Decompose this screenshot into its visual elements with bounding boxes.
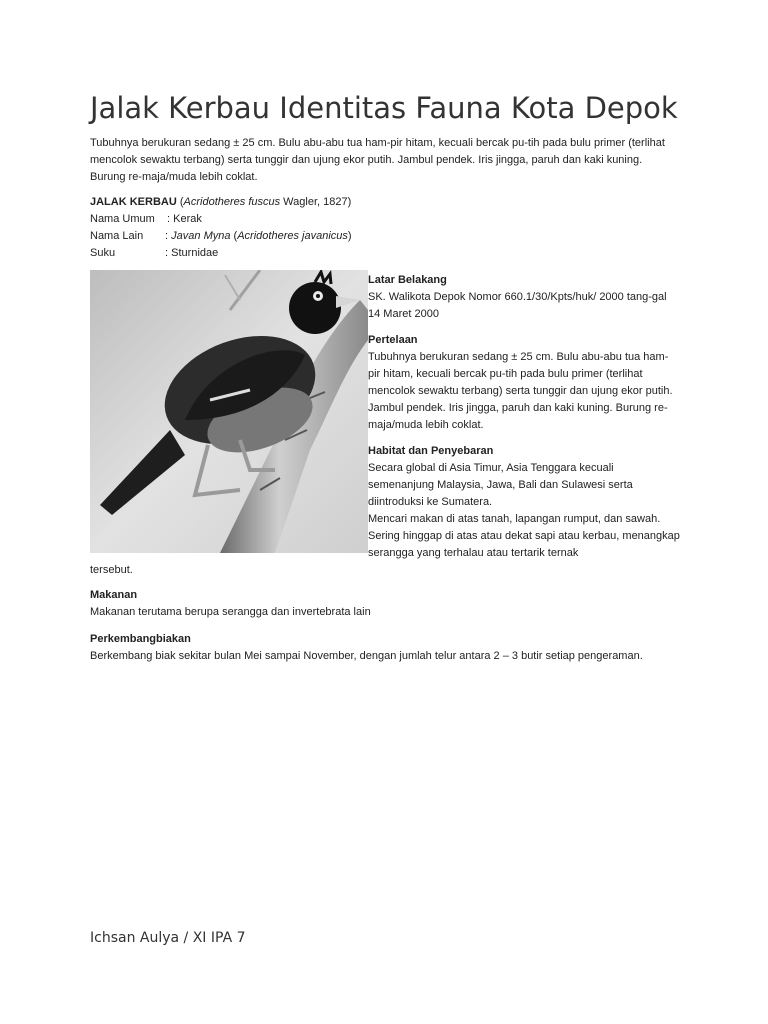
habitat-tail-text: tersebut.: [90, 564, 133, 576]
makanan-heading: Makanan: [90, 589, 138, 601]
makanan-section: [90, 587, 690, 621]
pertelaan-heading: Pertelaan: [368, 334, 418, 346]
page-title: Jalak Kerbau Identitas Fauna Kota Depok: [90, 91, 678, 125]
intro-paragraph: Tubuhnya berukuran sedang ± 25 cm. Bulu abu-abu tua ham-pir hitam, kecuali bercak pu-tih pada bulu primer (terlihat mencolok sewaktu terbang) serta tunggir dan ujung ekor putih. Jambul pendek. Iris jingga, paruh dan kaki kuning. Burung re-maja/muda lebih coklat.: [90, 137, 665, 183]
bird-photo-illustration: [90, 270, 368, 553]
species-name: JALAK KERBAU: [90, 196, 177, 208]
other-name-open: (: [230, 230, 238, 242]
other-name-close: ): [347, 230, 352, 242]
latar-heading: Latar Belakang: [368, 274, 447, 286]
family-label: Suku: [90, 247, 116, 259]
species-info: [90, 194, 390, 262]
other-name-row: [90, 228, 390, 245]
other-name-value: Javan Myna: [171, 230, 231, 242]
other-name-scientific: Acridotheres javanicus: [237, 230, 348, 242]
bird-photo: [90, 270, 368, 553]
pertelaan-text: Tubuhnya berukuran sedang ± 25 cm. Bulu abu-abu tua ham-pir hitam, kecuali bercak pu-tih pada bulu primer (terlihat mencolok sewaktu terbang) serta tunggir dan ujung ekor putih. Jambul pendek. Iris jingga, paruh dan kaki kuning. Burung re-maja/muda lebih coklat.: [368, 351, 673, 431]
family-value: : Sturnidae: [162, 247, 219, 259]
perkembangbiakan-section: [90, 631, 690, 665]
latar-text: SK. Walikota Depok Nomor 660.1/30/Kpts/huk/ 2000 tang-gal 14 Maret 2000: [368, 291, 667, 320]
species-paren-open: (: [176, 196, 184, 208]
habitat-text-2: Mencari makan di atas tanah, lapangan rumput, dan sawah. Sering hinggap di atas atau dekat sapi atau kerbau, menangkap serangga yang terhalau atau tertarik ternak: [368, 513, 680, 559]
habitat-text-1: Secara global di Asia Timur, Asia Tenggara kecuali semenanjung Malaysia, Jawa, Bali dan Sulawesi serta diintroduksi ke Sumatera.: [368, 462, 633, 508]
species-scientific-name: Acridotheres fuscus: [183, 196, 281, 208]
other-name-label: Nama Lain: [90, 230, 144, 242]
perkembangbiakan-heading: Perkembangbiakan: [90, 633, 191, 645]
common-name-label: Nama Umum: [90, 213, 155, 225]
habitat-heading: Habitat dan Penyebaran: [368, 445, 494, 457]
species-author: Wagler, 1827): [280, 196, 352, 208]
other-name-sep: :: [162, 230, 172, 242]
common-name-value: : Kerak: [164, 213, 202, 225]
perkembangbiakan-text: Berkembang biak sekitar bulan Mei sampai November, dengan jumlah telur antara 2 – 3 butir setiap pengeraman.: [90, 650, 643, 662]
species-header: [90, 194, 390, 211]
common-name-row: [90, 211, 390, 228]
makanan-text: Makanan terutama berupa serangga dan invertebrata lain: [90, 606, 371, 618]
author-footer: Ichsan Aulya / XI IPA 7: [90, 930, 246, 946]
side-column: [368, 272, 680, 562]
family-row: [90, 245, 390, 262]
